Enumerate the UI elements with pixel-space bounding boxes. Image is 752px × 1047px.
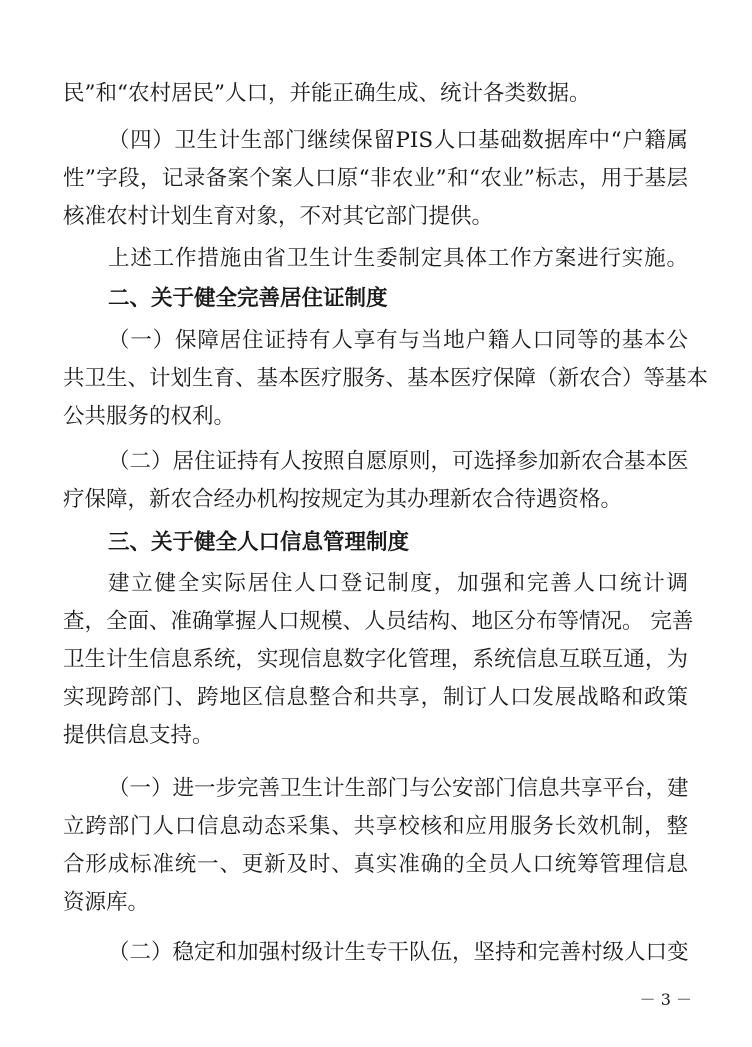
text-line-content: 卫生计生信息系统，实现信息数字化管理，系统信息互联互通，为 [63,647,688,672]
text-line [0,481,752,519]
text-line [0,717,752,755]
text-line-content: 民”和“农村居民”人口，并能正确生成、统计各类数据。 [63,81,591,106]
section-heading [0,280,752,318]
text-line [0,679,752,717]
text-line-content: 实现跨部门、跨地区信息整合和共享，制订人口发展战略和政策 [63,685,688,710]
text-line-content: （一）进一步完善卫生计生部门与公安部门信息共享平台，建 [108,776,689,801]
text-line [0,160,752,198]
text-line-content: 查，全面、准确掌握人口规模、人员结构、地区分布等情况。 完善 [63,609,694,634]
text-line [0,240,752,278]
text-line-content: 立跨部门人口信息动态采集、共享校核和应用服务长效机制，整 [63,814,688,839]
text-line-content: 建立健全实际居住人口登记制度，加强和完善人口统计调 [108,571,688,596]
text-line-content: 核准农村计划生育对象，不对其它部门提供。 [63,204,494,229]
text-line [0,846,752,884]
text-line-content: （四）卫生计生部门继续保留PIS人口基础数据库中“户籍属 [108,128,688,153]
text-line-content: 上述工作措施由省卫生计生委制定具体工作方案进行实施。 [108,246,688,271]
text-line [0,75,752,113]
text-line [0,934,752,972]
text-line-content: 共卫生、计划生育、基本医疗服务、基本医疗保障（新农合）等基本 [63,366,709,391]
text-line-content: 性”字段，记录备案个案人口原“非农业”和“农业”标志，用于基层 [63,166,688,191]
text-line [0,322,752,360]
page-number: － 3 － [639,990,692,1009]
text-line-content: 资源库。 [63,890,150,915]
text-line [0,443,752,481]
section-heading [0,524,752,562]
text-line-content: （二）居住证持有人按照自愿原则，可选择参加新农合基本医 [108,449,689,474]
text-line-content: （一）保障居住证持有人享有与当地户籍人口同等的基本公 [108,328,688,353]
text-line [0,122,752,160]
text-line-content: （二）稳定和加强村级计生专干队伍，坚持和完善村级人口变 [108,940,689,965]
text-line [0,770,752,808]
text-line-content: 疗保障，新农合经办机构按规定为其办理新农合待遇资格。 [63,487,623,512]
section-heading-text: 二、关于健全完善居住证制度 [108,286,388,311]
text-line [0,398,752,436]
text-line [0,884,752,922]
text-line [0,603,752,641]
text-line [0,641,752,679]
text-line-content: 提供信息支持。 [63,723,214,748]
text-line [0,808,752,846]
text-line-content: 合形成标准统一、更新及时、真实准确的全员人口统筹管理信息 [63,852,688,877]
text-line-content: 公共服务的权利。 [63,404,236,429]
text-line [0,360,752,398]
section-heading-text: 三、关于健全人口信息管理制度 [108,530,410,555]
text-line [0,198,752,236]
text-line [0,565,752,603]
